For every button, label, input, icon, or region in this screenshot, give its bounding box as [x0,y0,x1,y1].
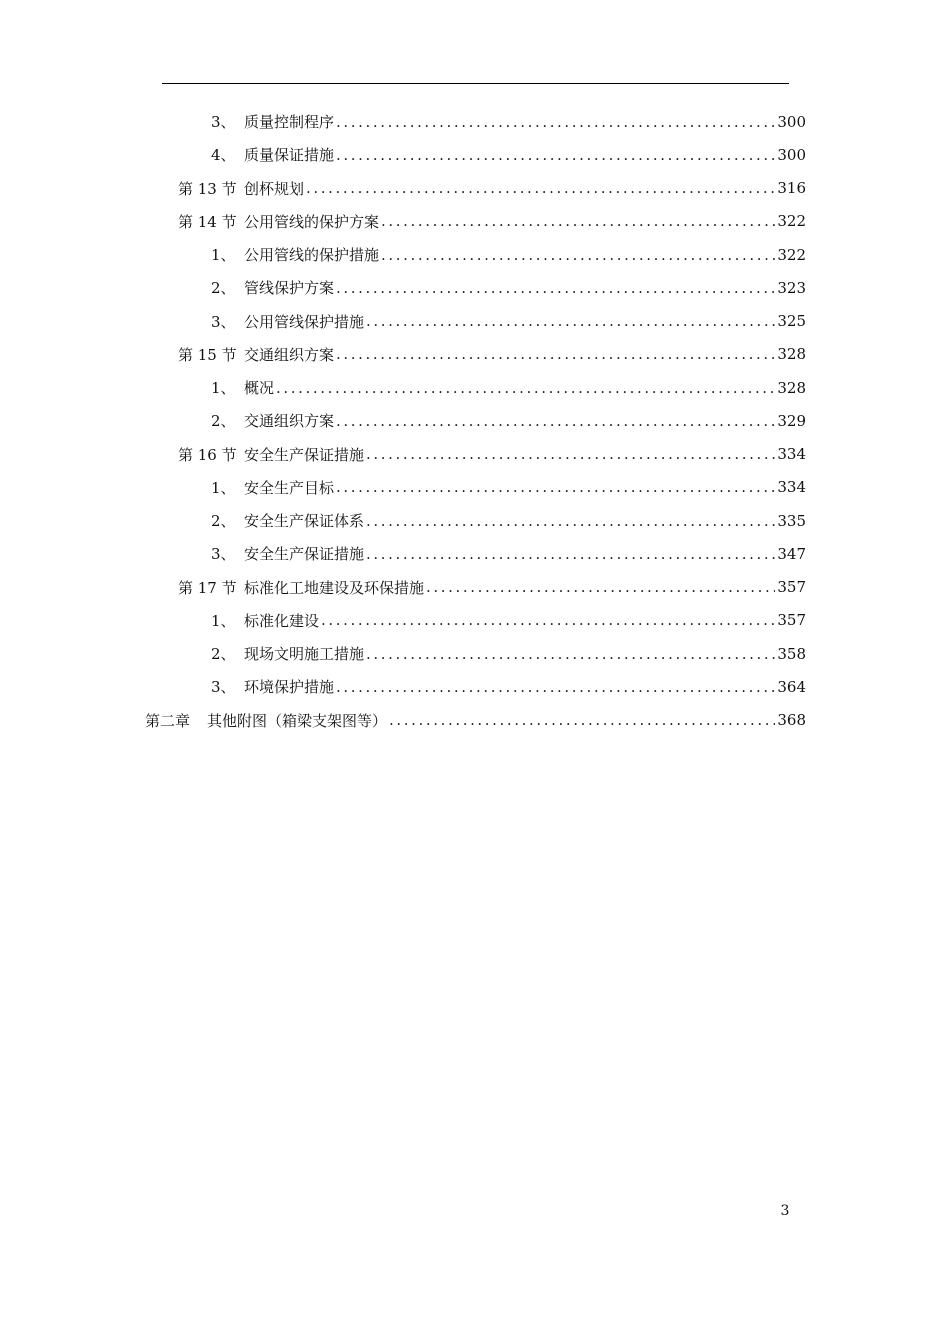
toc-entry[interactable] [211,537,806,570]
toc-entry-title: 标准化建设 [244,611,320,630]
toc-entry-page: 334 [777,478,806,497]
toc-leader-dots [336,678,775,696]
toc-entry-page: 300 [777,112,806,131]
toc-entry-page: 300 [777,145,806,164]
toc-entry-number: 2、 [211,645,236,663]
toc-entry[interactable] [211,271,806,304]
toc-leader-dots [336,478,775,496]
toc-leader-dots [276,379,775,397]
toc-entry[interactable] [211,138,806,171]
toc-leader-dots [426,578,775,596]
toc-entry-title: 其他附图（箱梁支架图等） [207,711,388,730]
toc-entry[interactable] [211,404,806,437]
toc-entry-title: 创杯规划 [244,179,305,198]
toc-entry[interactable] [211,305,806,338]
toc-entry-title: 现场文明施工措施 [244,645,365,663]
toc-entry-title: 环境保护措施 [244,678,335,697]
toc-leader-dots [389,711,775,729]
toc-entry-title: 安全生产目标 [244,478,335,497]
toc-entry-page: 357 [777,578,806,596]
toc-entry-number: 第 13 节 [178,179,237,198]
toc-entry-title: 公用管线的保护方案 [244,212,380,231]
toc-entry[interactable] [178,338,806,371]
toc-entry[interactable] [211,670,806,703]
toc-entry-number: 4、 [211,146,236,165]
toc-entry-title: 公用管线的保护措施 [244,246,380,264]
toc-entry-title: 交通组织方案 [244,345,335,364]
toc-entry[interactable] [211,471,806,504]
toc-entry-title: 质量控制程序 [244,113,335,131]
toc-leader-dots [381,212,775,230]
toc-entry-title: 标准化工地建设及环保措施 [244,578,425,597]
toc-leader-dots [306,179,775,197]
toc-leader-dots [366,512,775,530]
toc-entry-page: 323 [777,278,806,297]
toc-entry-page: 322 [777,245,806,264]
toc-entry-number: 第 17 节 [178,578,237,597]
toc-entry-title: 交通组织方案 [244,412,335,431]
toc-entry-page: 368 [777,711,806,729]
toc-entry-number: 1、 [211,246,236,264]
toc-leader-dots [366,645,775,663]
toc-entry[interactable] [145,704,806,737]
toc-entry[interactable] [178,571,806,604]
toc-entry-title: 概况 [244,379,275,397]
header-rule [162,83,789,84]
toc-entry-number: 第二章 [145,711,191,730]
toc-entry-page: 347 [777,544,806,563]
toc-entry-title: 质量保证措施 [244,146,335,165]
toc-entry-page: 316 [777,179,806,197]
toc-entry-number: 3、 [211,545,236,564]
toc-entry[interactable] [211,504,806,537]
toc-entry-number: 1、 [211,611,236,630]
toc-entry-page: 325 [777,312,806,330]
toc-entry-number: 2、 [211,412,236,431]
toc-leader-dots [321,611,775,629]
toc-leader-dots [336,345,775,363]
toc-entry-number: 1、 [211,478,236,497]
toc-entry-number: 1、 [211,379,236,397]
toc-entry-number: 3、 [211,678,236,697]
toc-leader-dots [366,312,775,330]
toc-entry-page: 364 [777,677,806,696]
toc-entry[interactable] [211,238,806,271]
toc-entry-page: 358 [777,644,806,663]
toc-entry-number: 3、 [211,312,236,331]
toc-entry-page: 328 [777,378,806,397]
toc-entry[interactable] [178,205,806,238]
toc-entry-page: 329 [777,411,806,430]
toc-entry-title: 安全生产保证措施 [244,545,365,564]
toc-entry-number: 2、 [211,279,236,298]
toc-entry-number: 3、 [211,113,236,131]
toc-leader-dots [336,146,775,164]
toc-entry-title: 公用管线保护措施 [244,312,365,331]
toc-entry-page: 335 [777,511,806,530]
toc-entry-title: 安全生产保证措施 [244,445,365,464]
toc-entry[interactable] [211,637,806,670]
toc-entry-page: 328 [777,345,806,364]
toc-entry-number: 第 16 节 [178,445,237,464]
toc-entry-page: 322 [777,212,806,231]
toc-leader-dots [366,545,775,563]
toc-leader-dots [336,113,775,131]
toc-entry[interactable] [178,172,806,205]
toc-entry-number: 第 15 节 [178,345,237,364]
toc-entry[interactable] [211,371,806,404]
toc-entry[interactable] [178,438,806,471]
toc-entry-title: 管线保护方案 [244,279,335,298]
toc-leader-dots [336,412,775,430]
toc-entry-page: 357 [777,611,806,630]
toc-leader-dots [366,445,775,463]
toc-leader-dots [336,279,775,297]
toc-entry[interactable] [211,604,806,637]
toc-entry-title: 安全生产保证体系 [244,512,365,530]
toc-entry-number: 2、 [211,512,236,530]
toc-entry-number: 第 14 节 [178,212,237,231]
toc-leader-dots [381,246,775,264]
toc-entry[interactable] [211,105,806,138]
page-number: 3 [780,1203,790,1219]
toc-entry-page: 334 [777,445,806,463]
